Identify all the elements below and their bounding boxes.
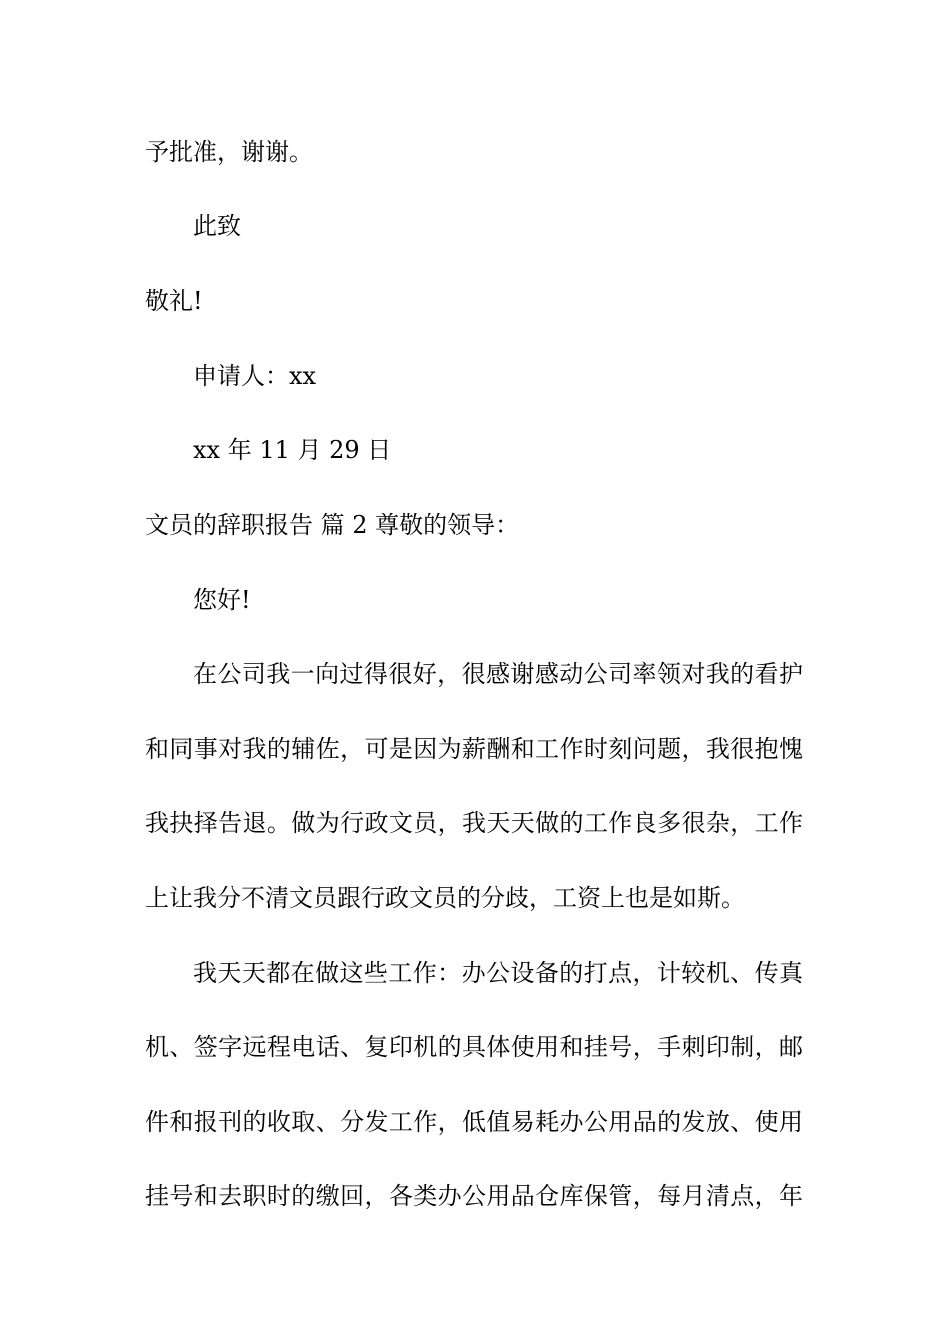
text-line-section-heading: 文员的辞职报告 篇 2 尊敬的领导：: [145, 511, 520, 539]
text-line-paragraph-2-3: 件和报刊的收取、分发工作，低值易耗办公用品的发放、使用: [145, 1108, 803, 1136]
text-line-paragraph-1-3: 我抉择告退。做为行政文员，我天天做的工作良多很杂，工作: [145, 809, 803, 837]
text-line-applicant: 申请人：xx: [193, 362, 317, 390]
text-line-paragraph-1-4: 上让我分不清文员跟行政文员的分歧，工资上也是如斯。: [145, 884, 745, 912]
text-line-paragraph-2-4: 挂号和去职时的缴回，各类办公用品仓库保管，每月清点，年: [145, 1182, 803, 1210]
text-line-approval: 予批准，谢谢。: [145, 138, 313, 166]
text-line-regards: 敬礼!: [145, 287, 203, 315]
text-line-paragraph-1-2: 和同事对我的辅佐，可是因为薪酬和工作时刻问题，我很抱愧: [145, 735, 803, 763]
text-line-date: xx 年 11 月 29 日: [193, 436, 392, 464]
text-line-paragraph-2-1: 我天天都在做这些工作：办公设备的打点，计较机、传真: [193, 959, 803, 987]
text-line-greeting: 您好!: [193, 586, 251, 614]
text-line-paragraph-2-2: 机、签字远程电话、复印机的具体使用和挂号，手刺印制，邮: [145, 1033, 803, 1061]
text-line-salutation: 此致: [193, 212, 241, 240]
text-line-paragraph-1-1: 在公司我一向过得很好，很感谢感动公司率领对我的看护: [193, 660, 803, 688]
